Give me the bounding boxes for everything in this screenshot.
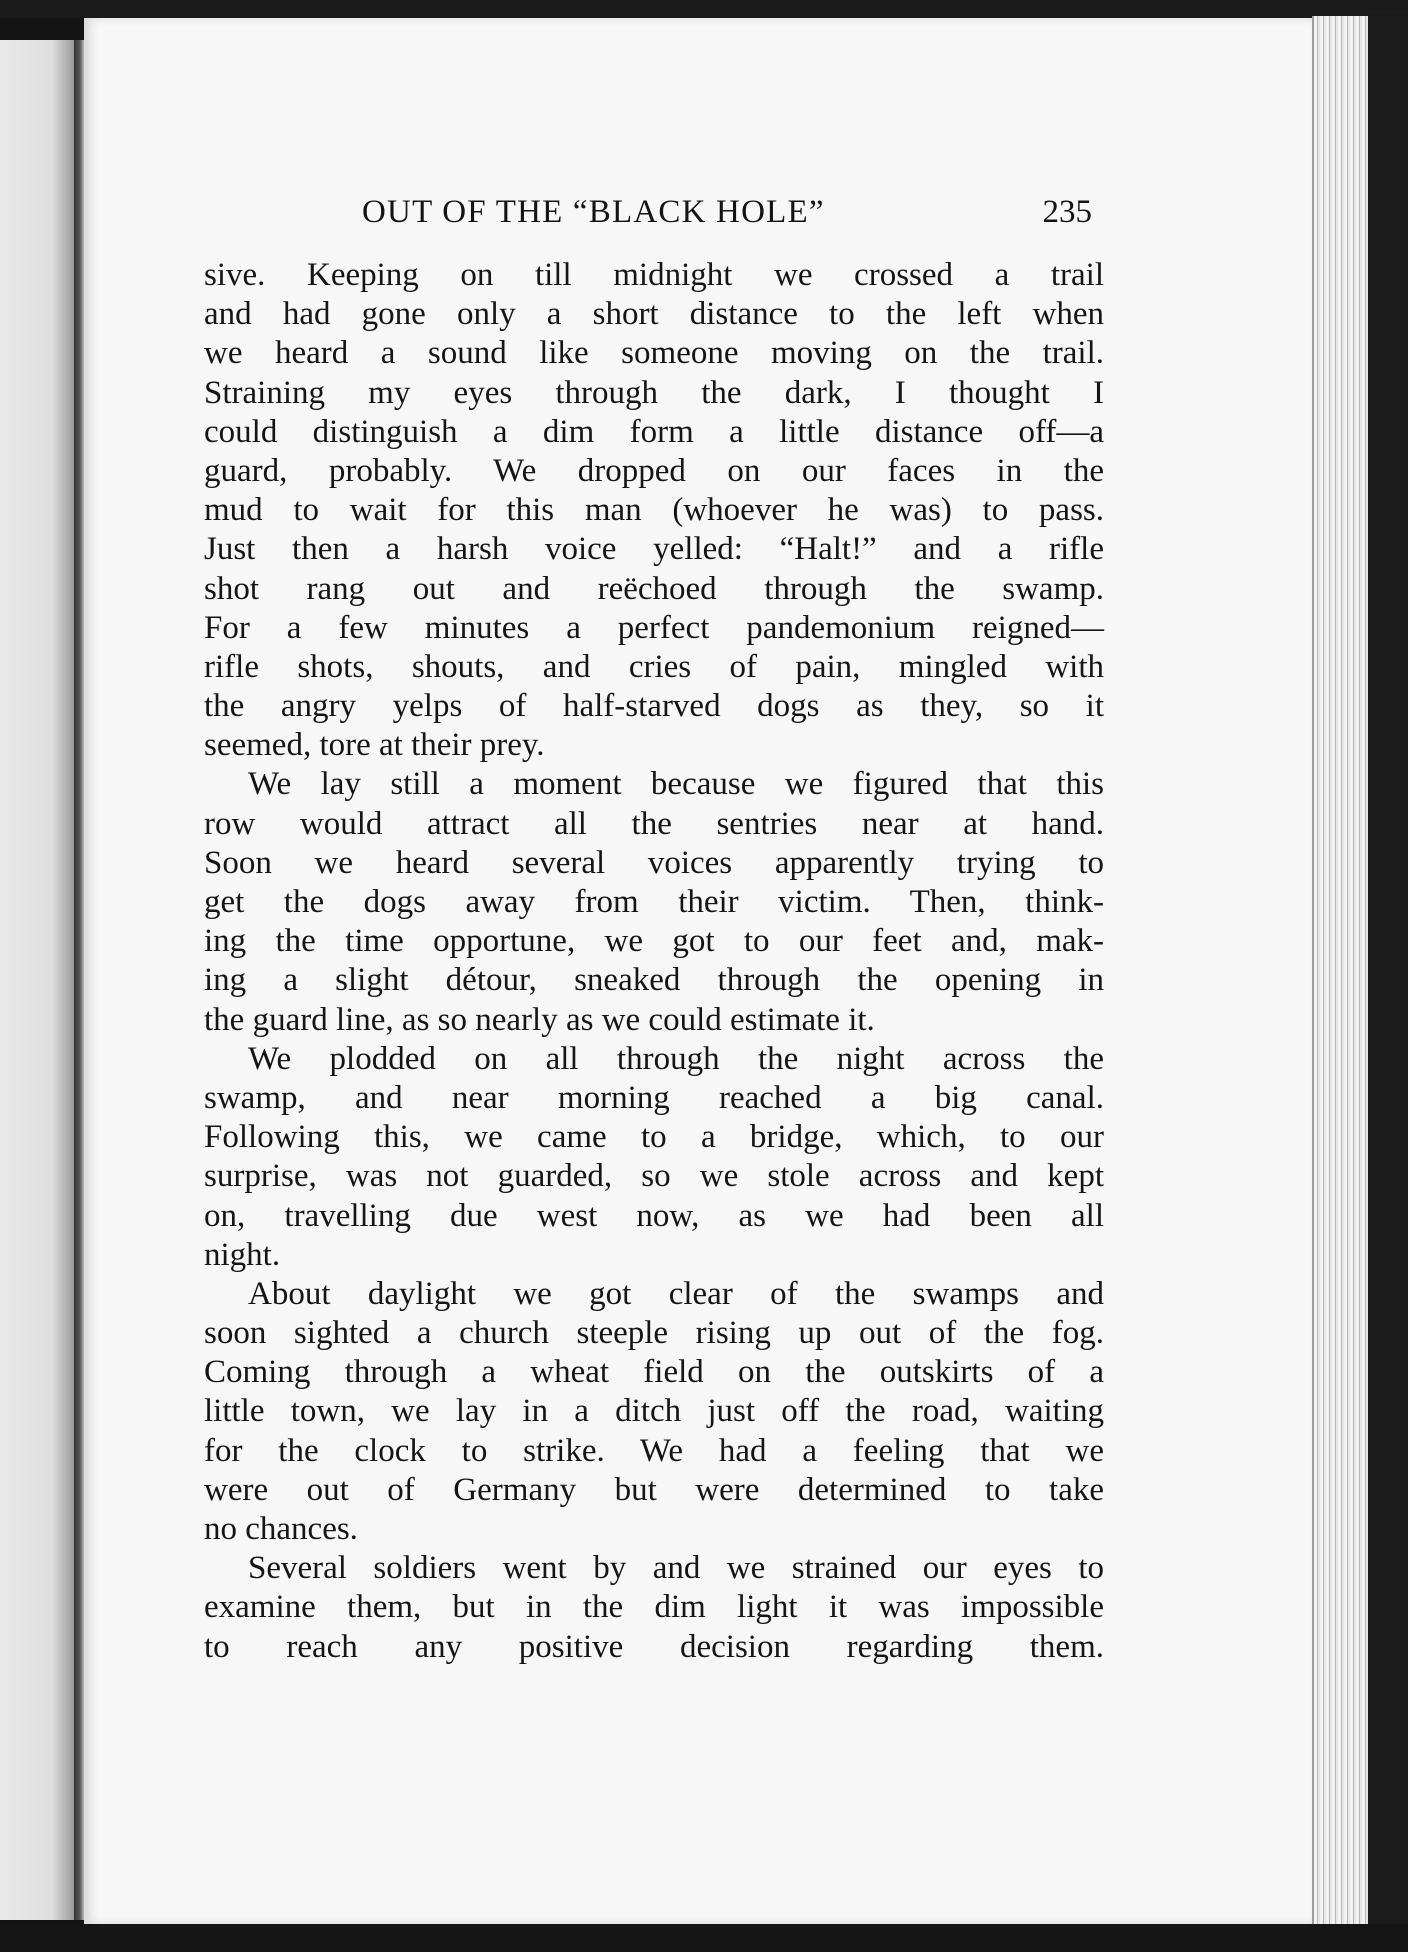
text-line: little town, we lay in a ditch just off the road, waiting	[204, 1393, 1104, 1430]
text-line: Straining my eyes through the dark, I thought I	[204, 374, 1104, 411]
text-line: Following this, we came to a bridge, which, to our	[204, 1119, 1104, 1156]
text-line: Soon we heard several voices apparently trying to	[204, 844, 1104, 881]
text-line: ing a slight détour, sneaked through the opening in	[204, 962, 1104, 999]
text-line: examine them, but in the dim light it was impossible	[204, 1589, 1104, 1626]
book-cover-edge	[1368, 10, 1408, 1940]
text-line: sive. Keeping on till midnight we crossed a trail	[204, 257, 1104, 293]
text-line: rifle shots, shouts, and cries of pain, mingled with	[204, 648, 1104, 685]
text-line: on, travelling due west now, as we had been all	[204, 1197, 1104, 1234]
paragraph-start-line: We lay still a moment because we figured that this	[248, 766, 1104, 803]
text-line: get the dogs away from their victim. Then, think-	[204, 884, 1104, 920]
text-line: the angry yelps of half-starved dogs as they, so it	[204, 688, 1104, 725]
text-line: were out of Germany but were determined to take	[204, 1471, 1104, 1508]
text-line: no chances.	[204, 1511, 358, 1547]
text-line: and had gone only a short distance to the left when	[204, 296, 1104, 333]
running-head	[362, 194, 1092, 242]
text-line: guard, probably. We dropped on our faces in the	[204, 452, 1104, 489]
paragraph-start-line: We plodded on all through the night across the	[248, 1040, 1104, 1077]
text-line: row would attract all the sentries near at hand.	[204, 805, 1104, 842]
text-line: night.	[204, 1236, 281, 1273]
text-line: ing the time opportune, we got to our feet and, mak-	[204, 923, 1104, 960]
facing-page-edge	[0, 40, 74, 1920]
page-stack-edge	[1312, 16, 1370, 1928]
running-head-title: OUT OF THE “BLACK HOLE”	[362, 194, 825, 230]
paragraph-start-line: About daylight we got clear of the swamps and	[248, 1275, 1104, 1312]
body-text	[204, 256, 1104, 1667]
text-line: the guard line, as so nearly as we could estimate it.	[204, 1001, 875, 1038]
text-line: to reach any positive decision regarding them.	[204, 1628, 1104, 1665]
text-line: seemed, tore at their prey.	[204, 727, 545, 764]
text-line: mud to wait for this man (whoever he was) to pass.	[204, 492, 1104, 529]
text-line: soon sighted a church steeple rising up out of the fog.	[204, 1315, 1104, 1352]
text-line: surprise, was not guarded, so we stole across and kept	[204, 1158, 1104, 1195]
paragraph-start-line: Several soldiers went by and we strained our eyes to	[248, 1550, 1104, 1587]
text-line: For a few minutes a perfect pandemonium reigned—	[204, 609, 1104, 646]
scan-bottom-border	[0, 1924, 1408, 1952]
text-line: Just then a harsh voice yelled: “Halt!” and a rifle	[204, 531, 1104, 568]
text-line: shot rang out and reëchoed through the swamp.	[204, 570, 1104, 607]
text-line: swamp, and near morning reached a big canal.	[204, 1079, 1104, 1116]
scan-top-border	[0, 0, 1408, 18]
page-number: 235	[1042, 194, 1092, 230]
text-line: we heard a sound like someone moving on the trail.	[204, 335, 1104, 372]
text-line: for the clock to strike. We had a feeling that we	[204, 1432, 1104, 1469]
text-line: could distinguish a dim form a little distance off—a	[204, 413, 1104, 450]
text-line: Coming through a wheat field on the outskirts of a	[204, 1354, 1104, 1391]
book-gutter	[74, 40, 84, 1920]
